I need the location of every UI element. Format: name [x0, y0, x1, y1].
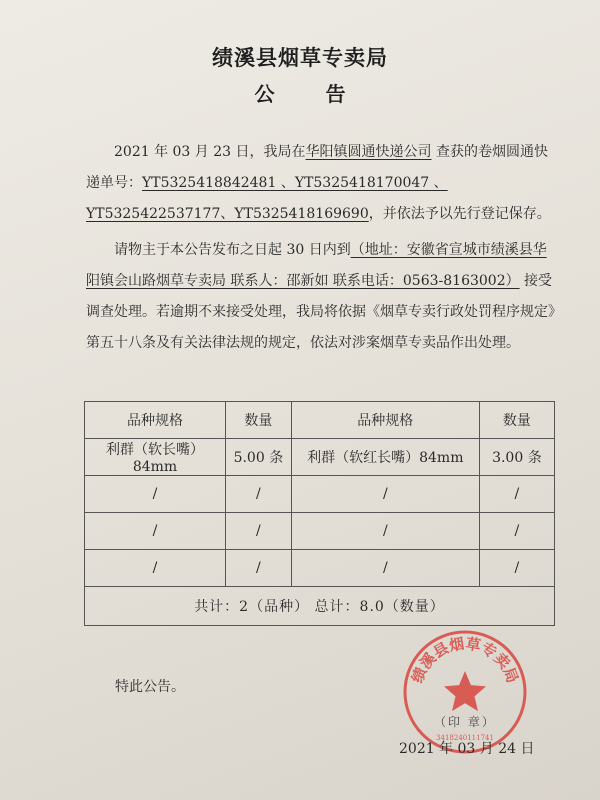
p2-text-a: 请物主于本公告发布之日起 30 日内到	[114, 242, 351, 258]
p2-contact-info: （地址：安徽省宣城市绩溪县华阳镇会山路烟草专卖局 联系人：邵新如 联系电话：0563-8163002）	[86, 242, 547, 289]
table-cell: /	[479, 550, 554, 587]
table-cell: 利群（软长嘴）84mm	[85, 439, 226, 476]
table-header-row	[85, 402, 555, 439]
table-cell: 3.00 条	[479, 439, 554, 476]
table-cell: 利群（软红长嘴）84mm	[291, 439, 479, 476]
table-cell: /	[85, 476, 226, 513]
table-row	[85, 439, 555, 476]
table-row	[85, 513, 555, 550]
table-cell: /	[226, 513, 292, 550]
seal-text: 绩溪县烟草专卖局	[408, 634, 522, 686]
notice-title: 绩溪县烟草专卖局	[212, 45, 388, 70]
table-cell: /	[226, 550, 292, 587]
paragraph-seizure	[86, 137, 556, 230]
table-cell: /	[226, 476, 292, 513]
paragraph-instructions	[86, 235, 556, 359]
notice-subtitle: 公 告	[254, 82, 368, 106]
table-row	[85, 476, 555, 513]
notice-date: 2021 年 03 月 24 日	[399, 741, 535, 757]
header-qty-1: 数量	[226, 402, 292, 439]
table-row	[85, 550, 555, 587]
table-cell: /	[479, 476, 554, 513]
table-cell: /	[291, 513, 479, 550]
table-total: 共计：2（品种） 总计：8.0（数量）	[85, 587, 555, 626]
closing-text: 特此公告。	[115, 679, 185, 695]
table-cell: /	[291, 476, 479, 513]
p1-location: 华阳镇圆通快递公司	[305, 144, 432, 160]
p2-text-b: 接受调查处理。若逾期不来接受处理，我局将依据《烟草专卖行政处罚程序规定》第五十八条及有关法律法规的规定，依法对涉案烟草专卖品作出处理。	[86, 273, 555, 351]
seal-label: （印 章）	[434, 715, 496, 729]
p1-text-c: ，并依法予以先行登记保存。	[368, 206, 551, 222]
seal-star-icon	[444, 671, 486, 711]
seized-goods-table	[84, 401, 555, 626]
table-cell: /	[479, 513, 554, 550]
p1-tracking-numbers: YT5325418842481 、YT5325418170047 、YT5325422537177、YT5325418169690	[86, 175, 448, 222]
p1-text-a: 2021 年 03 月 23 日，我局在	[114, 144, 306, 160]
table-cell: /	[85, 513, 226, 550]
header-spec-2: 品种规格	[291, 402, 479, 439]
seal-code: 3418240111741	[436, 734, 494, 742]
table-total-row	[85, 587, 555, 626]
table-cell: /	[291, 550, 479, 587]
header-spec-1: 品种规格	[85, 402, 226, 439]
header-qty-2: 数量	[479, 402, 554, 439]
table-cell: 5.00 条	[226, 439, 292, 476]
p1-text-b: 查获的卷烟圆通快递单号：	[86, 144, 548, 191]
table-cell: /	[85, 550, 226, 587]
